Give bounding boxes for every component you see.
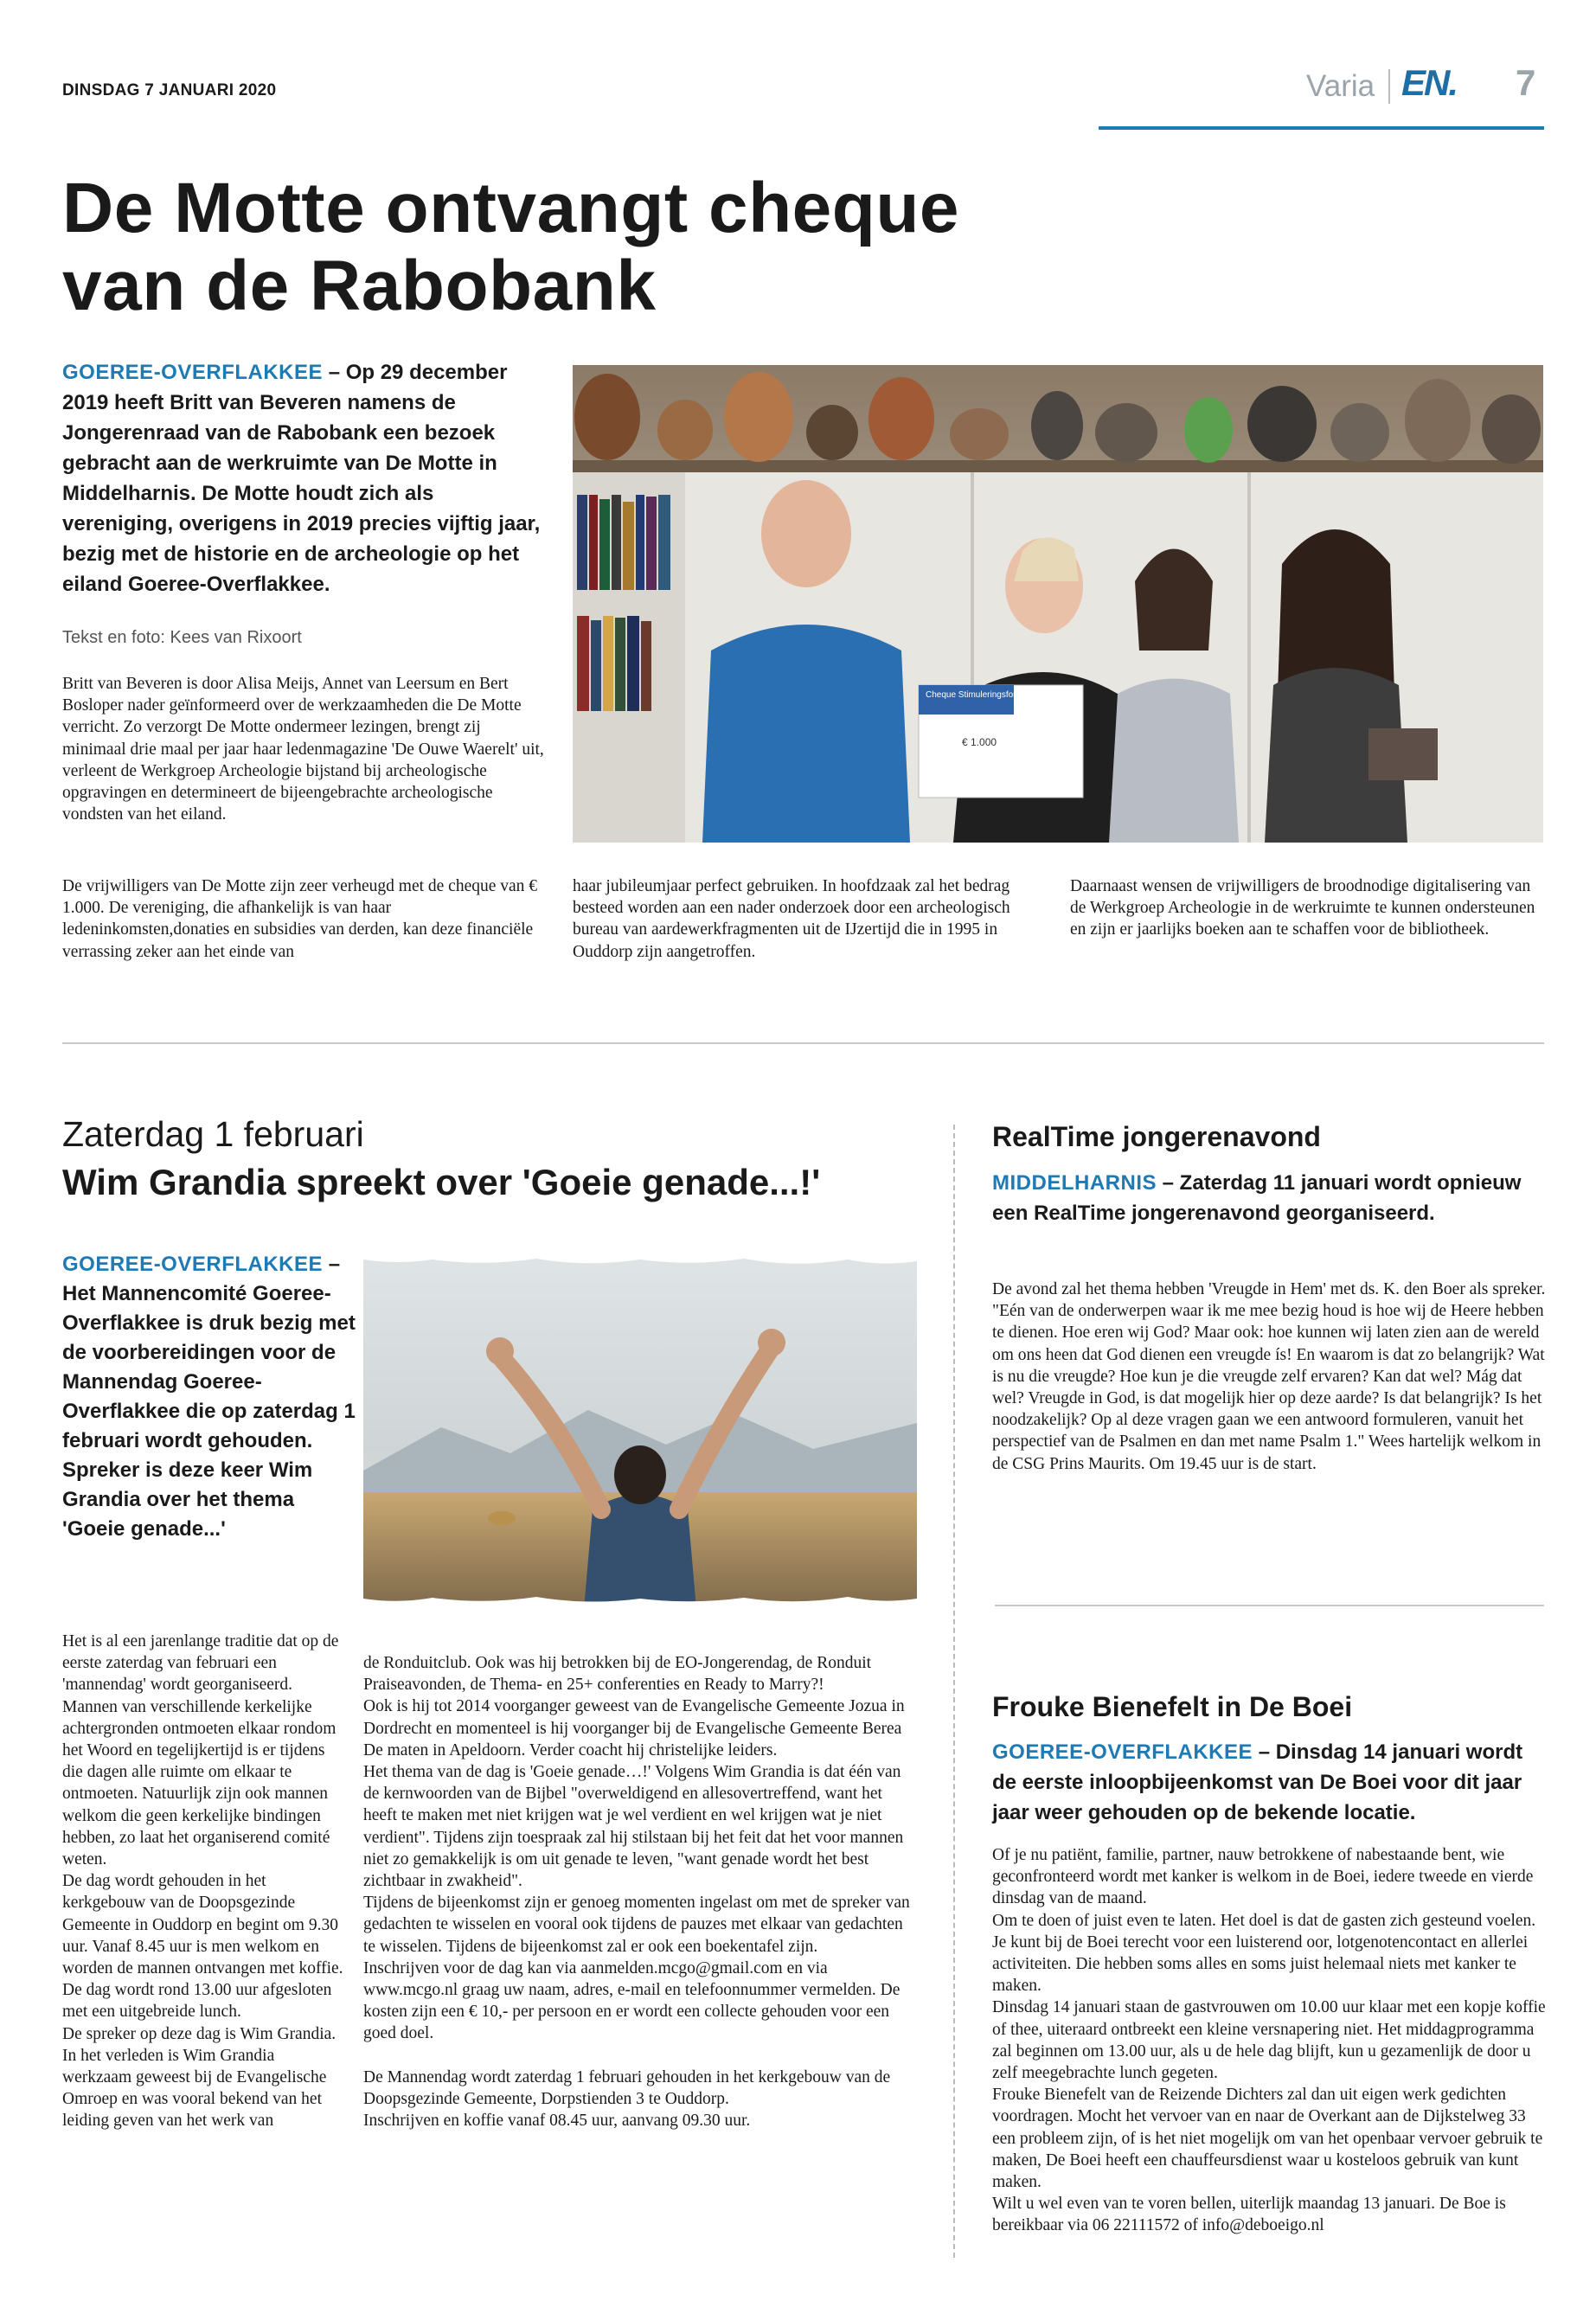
cheque-photo-illustration — [573, 365, 1543, 843]
article2-photo — [363, 1254, 917, 1609]
newspaper-logo: EN. — [1401, 62, 1458, 103]
article1-place: GOEREE-OVERFLAKKEE — [62, 361, 324, 384]
column-divider — [953, 1125, 955, 2258]
article2-col1-p3: De spreker op deze dag is Wim Grandia. In het verleden is Wim Grandia werkzaam geweest bij de Evangelische Omroep en was vooral bekend van het leiding geven van het werk van — [62, 2024, 337, 2131]
article1-title-line1: De Motte ontvangt cheque — [62, 169, 960, 247]
article1-credit: Tekst en foto: Kees van Rixoort — [62, 628, 302, 647]
article1-photo — [573, 365, 1543, 843]
article1-body-p3: haar jubileumjaar perfect gebruiken. In hoofdzaak zal het bedrag besteed worden aan een nader onderzoek door een archeologisch bureau van aardewerkfragmenten uit de IJzertijd die in 1995 in Ouddorp zijn aangetroffen. — [573, 877, 1010, 961]
article2-col2-p3: Het thema van de dag is 'Goeie genade…!' Volgens Wim Grandia is dat één van de kernwoorden van de Bijbel "overweldigend en allesovertreffend, want het heeft te maken met niet krijgen wat je wel verdient en wel krijgen wat je niet verdient". Tijdens zijn toespraak zal hij stilstaan bij het feit dat het voor mannen niet zo gemakkelijk is om uit genade te leven, "want genade wordt het best zichtbaar in zwakheid". — [363, 1763, 904, 1891]
section-name: Varia — [1306, 69, 1375, 103]
article2-col2-spacer — [363, 2045, 917, 2067]
article1-title — [62, 170, 971, 325]
cheque-label: Cheque Stimuleringsfonds — [926, 690, 1028, 700]
article3-title: RealTime jongerenavond — [992, 1121, 1321, 1152]
article2-col1-p2: De dag wordt gehouden in het kerkgebouw van de Doopsgezinde Gemeente in Ouddorp en begint om 9.30 uur. Vanaf 8.45 uur is men welkom en worden de mannen ontvangen met koffie. De dag wordt rond 13.00 uur afgesloten met een uitgebreide lunch. — [62, 1872, 343, 2022]
article4-body — [992, 1844, 1546, 2237]
article1-title-line2: van de Rabobank — [62, 247, 657, 325]
article2-col2-p7: Inschrijven en koffie vanaf 08.45 uur, aanvang 09.30 uur. — [363, 2112, 751, 2131]
article1-body-p4: Daarnaast wensen de vrijwilligers de broodnodige digitalisering van de Werkgroep Archeologie in de werkruimte te kunnen ondersteunen en zijn er jaarlijks boeken aan te schaffen voor de bibliotheek. — [1070, 877, 1535, 939]
article4-lead — [992, 1737, 1546, 1828]
right-column-divider — [995, 1605, 1544, 1606]
article2-lead-text: – Het Mannencomité Goeree-Overflakkee is druk bezig met de voorbereidingen voor de Mannendag Goeree-Overflakkee die op zaterdag 1 februari wordt gehouden. Spreker is deze keer Wim Grandia over het thema 'Goeie genade...' — [62, 1253, 356, 1541]
article4-title: Frouke Bienefelt in De Boei — [992, 1691, 1353, 1722]
article4-lead-text: – Dinsdag 14 januari wordt de eerste inloopbijeenkomst van De Boei voor dit jaar jaar weer gehouden op de bekende locatie. — [992, 1740, 1523, 1824]
article2-place: GOEREE-OVERFLAKKEE — [62, 1253, 324, 1276]
cheque-amount: € 1.000 — [962, 736, 997, 748]
man-raising-arms-illustration — [363, 1254, 917, 1609]
article2-col2-p2: Ook is hij tot 2014 voorganger geweest van de Evangelische Gemeente Jozua in Dordrecht en momenteel is hij voorganger bij de Evangelische Gemeente Berea De maten in Apeldoorn. Verder coacht hij christelijke leiders. — [363, 1697, 905, 1759]
article2-kicker: Zaterdag 1 februari — [62, 1114, 364, 1154]
article4-p2: Om te doen of juist even te laten. Het doel is dat de gasten zich gesteund voelen. Je kunt bij de Boei terecht voor een luisterend oor, lotgenotencontact en allerlei activiteiten. Die hebben soms alles en soms juist helemaal niets met kanker te maken. — [992, 1911, 1536, 1996]
page-number: 7 — [1516, 62, 1536, 103]
issue-date: DINSDAG 7 JANUARI 2020 — [62, 81, 277, 99]
article4-p5: Wilt u wel even van te voren bellen, uiterlijk maandag 13 januari. De Boe is bereikbaar via 06 22111572 of info@deboeigo.nl — [992, 2195, 1506, 2235]
article2-col1-p1: Het is al een jarenlange traditie dat op de eerste zaterdag van februari een 'mannendag' wordt georganiseerd. Mannen van verschillende kerkelijke achtergronden ontmoeten elkaar rondom het Woord en tegelijkertijd is er tijdens die dagen alle ruimte om elkaar te ontmoeten. Natuurlijk zijn ook mannen welkom die geen kerkelijke bindingen hebben, zo laat het organiserend comité weten. — [62, 1632, 339, 1869]
article4-p3: Dinsdag 14 januari staan de gastvrouwen om 10.00 uur klaar met een kopje koffie of thee, uiteraard ontbreekt een kleine versnapering niet. Het middagprogramma zal beginnen om 13.00 uur, als u de hele dag blijft, kun u gezamenlijk de door u zelf meegebrachte lunch gegeten. — [992, 1998, 1546, 2083]
article4-place: GOEREE-OVERFLAKKEE — [992, 1740, 1253, 1764]
section-divider — [62, 1042, 1544, 1044]
article4-p4: Frouke Bienefelt van de Reizende Dichters zal dan uit eigen werk gedichten voordragen. Mocht het vervoer van en naar de Overkant aan de Dijkstelweg 33 een probleem zijn, of is het niet mogelijk om van het openbaar vervoer gebruik te maken, De Boei heeft een chauffeursdienst waar u kosteloos gebruik van kunt maken. — [992, 2086, 1543, 2192]
article2-column1 — [62, 1631, 348, 2132]
article2-col2-p5: Inschrijven voor de dag kan via aanmelden.mcgo@gmail.com en via www.mcgo.nl graag uw naam, adres, e-mail en telefoonnummer vermelden. De kosten zijn een € 10,- per persoon en er wordt een collecte gehouden voor een goed doel. — [363, 1958, 901, 2043]
article1-body-p2: De vrijwilligers van De Motte zijn zeer verheugd met de cheque van € 1.000. De vereniging, die afhankelijk is van haar ledeninkomsten,donaties en subsidies van derden, kan deze financiële verrassing zeker aan het einde van — [62, 877, 538, 961]
article2-col2-p6: De Mannendag wordt zaterdag 1 februari gehouden in het kerkgebouw van de Doopsgezinde Gemeente, Dorpstienden 3 te Ouddorp. — [363, 2067, 891, 2109]
article3-lead-text: – Zaterdag 11 januari wordt opnieuw een RealTime jongerenavond georganiseerd. — [992, 1171, 1522, 1225]
article3-body: De avond zal het thema hebben 'Vreugde in Hem' met ds. K. den Boer als spreker. "Eén van de onderwerpen waar ik me mee bezig houd is hoe wij de Heere hebben te dienen. Hoe eren wij God? Maar ook: hoe kunnen wij laten zien aan de wereld om ons heen dat God dienen een vreugde ís! En waarom is dat zo belangrijk? Wat is nu die vreugde? Hoe kun je die vreugde zelf ervaren? Kan dat wel? Mág dat wel? Vreugde in God, is dat mogelijk hier op deze aarde? Is dat belangrijk? Is het noodzakelijk? Op al deze vragen gaan we een antwoord formuleren, vanuit het perspectief van de Psalmen en dan met name Psalm 1." Wees hartelijk welkom in de CSG Prins Maurits. Om 19.45 uur is de start. — [992, 1280, 1546, 1473]
article2-lead — [62, 1250, 356, 1544]
article1-body-p1: Britt van Beveren is door Alisa Meijs, Annet van Leersum en Bert Bosloper nader geïnformeerd over de werkzaamheden die De Motte verricht. Zo verzorgt De Motte ondermeer lezingen, brengt zij minimaal drie maal per jaar haar ledenmagazine 'De Ouwe Waerelt' uit, verleent de Werkgroep Archeologie bijstand bij archeologische opgravingen en determineert de bijeengebrachte archeologische vondsten van het eiland. — [62, 675, 544, 824]
article3-place: MIDDELHARNIS — [992, 1171, 1157, 1195]
article1-lead — [62, 357, 547, 599]
article2-col2-p4: Tijdens de bijeenkomst zijn er genoeg momenten ingelast om met de spreker van gedachten te wisselen en vooral ook tijdens de pauzes met elkaar van gedachten te wisselen. Tijdens de bijeenkomst zal er ook een boekentafel zijn. — [363, 1894, 910, 1956]
article2-title: Wim Grandia spreekt over 'Goeie genade...!' — [62, 1162, 821, 1202]
article3-lead — [992, 1168, 1546, 1228]
header-rule — [1099, 126, 1544, 130]
article4-p1: Of je nu patiënt, familie, partner, nauw betrokkene of nabestaande bent, wie geconfronteerd wordt met kanker is welkom in de Boei, iedere tweede en vierde dinsdag van de maand. — [992, 1846, 1534, 1908]
article2-column2 — [363, 1652, 917, 2131]
header-separator — [1388, 69, 1390, 104]
article2-col2-p1: de Ronduitclub. Ook was hij betrokken bij de EO-Jongerendag, de Ronduit Praiseavonden, de Thema- en 25+ conferenties en Ready to Marry?! — [363, 1654, 872, 1695]
article1-lead-text: – Op 29 december 2019 heeft Britt van Beveren namens de Jongerenraad van de Rabobank een bezoek gebracht aan de werkruimte van De Motte in Middelharnis. De Motte houdt zich als vereniging, overigens in 2019 precies vijftig jaar, bezig met de historie en de archeologie op het eiland Goeree-Overflakkee. — [62, 361, 541, 596]
